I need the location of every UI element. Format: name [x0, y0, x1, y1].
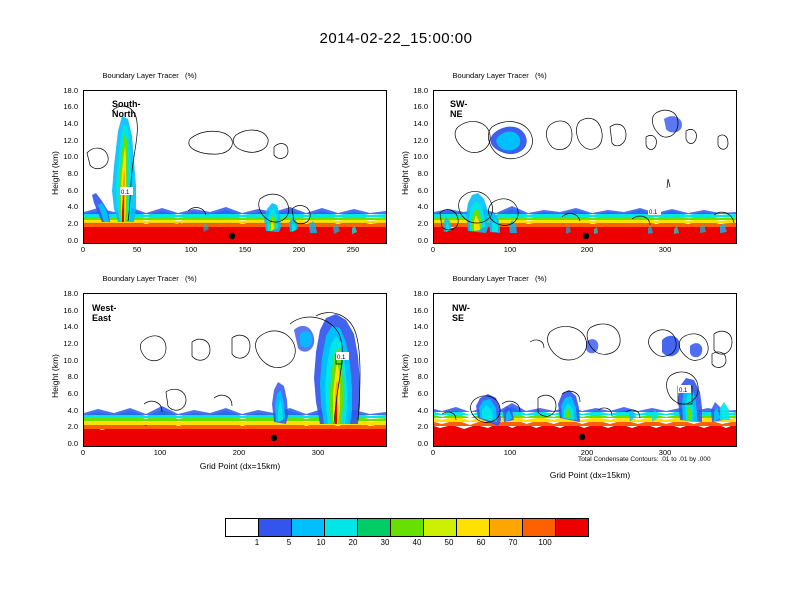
panel-label-3: West-East [92, 303, 117, 323]
plot-render-3 [84, 294, 386, 446]
x-tick-3-100: 100 [153, 448, 167, 457]
svg-text:0.1: 0.1 [337, 355, 346, 361]
y-tick-3-12: 12.0 [63, 339, 78, 348]
y-tick-4-14: 14.0 [413, 322, 428, 331]
colorbar-label-100: 100 [538, 538, 552, 547]
y-tick-1-14: 14.0 [63, 119, 78, 128]
y-tick-3-2: 2.0 [67, 422, 78, 431]
figure-title: 2014-02-22_15:00:00 [319, 30, 473, 47]
y-tick-1-16: 16.0 [63, 102, 78, 111]
x-tick-3-0: 0 [80, 448, 86, 457]
y-tick-4-6: 6.0 [417, 389, 428, 398]
svg-text:0.1: 0.1 [121, 190, 130, 196]
colorbar-swatch-9 [523, 519, 556, 536]
y-tick-2-10: 10.0 [413, 152, 428, 161]
x-tick-1-250: 250 [346, 245, 360, 254]
y-tick-3-0: 0.0 [67, 439, 78, 448]
svg-text:0.1: 0.1 [679, 388, 688, 394]
y-tick-1-0: 0.0 [67, 236, 78, 245]
x-tick-1-100: 100 [184, 245, 198, 254]
plot-area-3 [83, 293, 387, 447]
x-tick-4-300: 300 [658, 448, 672, 457]
y-tick-2-16: 16.0 [413, 102, 428, 111]
y-tick-2-0: 0.0 [417, 236, 428, 245]
y-tick-4-16: 16.0 [413, 306, 428, 315]
x-tick-2-100: 100 [503, 245, 517, 254]
colorbar-swatch-8 [490, 519, 523, 536]
y-tick-4-2: 2.0 [417, 422, 428, 431]
y-tick-2-8: 8.0 [417, 169, 428, 178]
x-tick-1-50: 50 [132, 245, 142, 254]
panel-label-2: SW-NE [450, 99, 468, 119]
y-tick-4-18: 18.0 [413, 289, 428, 298]
colorbar-swatch-1 [259, 519, 292, 536]
x-axis-label-3: Grid Point (dx=15km) [199, 461, 281, 471]
y-tick-4-10: 10.0 [413, 356, 428, 365]
colorbar-label-5: 5 [286, 538, 292, 547]
colorbar [225, 518, 589, 537]
colorbar-swatch-0 [226, 519, 259, 536]
x-tick-3-300: 300 [311, 448, 325, 457]
header-line-tracer-3: Boundary Layer Tracer (%) [102, 274, 197, 283]
plot-area-2 [433, 90, 737, 244]
plot-area-4 [433, 293, 737, 447]
y-axis-label-3: Height (km) [50, 354, 60, 398]
y-tick-2-6: 6.0 [417, 186, 428, 195]
x-tick-3-200: 200 [232, 448, 246, 457]
y-tick-2-14: 14.0 [413, 119, 428, 128]
colorbar-swatch-10 [556, 519, 588, 536]
y-tick-1-10: 10.0 [63, 152, 78, 161]
y-tick-3-8: 8.0 [67, 372, 78, 381]
x-tick-4-0: 0 [430, 448, 436, 457]
y-tick-1-8: 8.0 [67, 169, 78, 178]
plot-render-2 [434, 91, 736, 243]
y-axis-label-2: Height (km) [400, 151, 410, 195]
colorbar-swatch-3 [325, 519, 358, 536]
header-line-tracer: Boundary Layer Tracer (%) [102, 71, 197, 80]
x-tick-4-200: 200 [580, 448, 594, 457]
y-tick-1-12: 12.0 [63, 136, 78, 145]
colorbar-swatch-2 [292, 519, 325, 536]
colorbar-label-60: 60 [476, 538, 486, 547]
colorbar-swatch-5 [391, 519, 424, 536]
colorbar-label-20: 20 [348, 538, 358, 547]
y-tick-1-4: 4.0 [67, 202, 78, 211]
y-tick-3-4: 4.0 [67, 406, 78, 415]
x-tick-2-300: 300 [658, 245, 672, 254]
y-tick-3-18: 18.0 [63, 289, 78, 298]
colorbar-swatch-6 [424, 519, 457, 536]
y-tick-2-12: 12.0 [413, 136, 428, 145]
x-tick-1-150: 150 [238, 245, 252, 254]
colorbar-label-40: 40 [412, 538, 422, 547]
y-tick-1-6: 6.0 [67, 186, 78, 195]
header-line-tracer-4: Boundary Layer Tracer (%) [452, 274, 547, 283]
panel-label-1: South-North [112, 99, 141, 119]
y-tick-1-18: 18.0 [63, 86, 78, 95]
colorbar-swatch-4 [358, 519, 391, 536]
colorbar-swatch-7 [457, 519, 490, 536]
panel-label-4: NW-SE [452, 303, 470, 323]
x-tick-2-0: 0 [430, 245, 436, 254]
contour-note: Total Condensate Contours: .01 to .01 by .000 [578, 456, 711, 463]
y-tick-4-12: 12.0 [413, 339, 428, 348]
x-tick-1-0: 0 [80, 245, 86, 254]
colorbar-label-1: 1 [254, 538, 260, 547]
y-axis-label-4: Height (km) [400, 354, 410, 398]
y-tick-3-10: 10.0 [63, 356, 78, 365]
y-tick-3-16: 16.0 [63, 306, 78, 315]
y-tick-1-2: 2.0 [67, 219, 78, 228]
y-axis-label-1: Height (km) [50, 151, 60, 195]
y-tick-2-18: 18.0 [413, 86, 428, 95]
colorbar-label-50: 50 [444, 538, 454, 547]
y-tick-4-0: 0.0 [417, 439, 428, 448]
y-tick-4-4: 4.0 [417, 406, 428, 415]
colorbar-label-70: 70 [508, 538, 518, 547]
x-tick-1-200: 200 [292, 245, 306, 254]
plot-render-4 [434, 294, 736, 446]
header-line-tracer-2: Boundary Layer Tracer (%) [452, 71, 547, 80]
y-tick-3-6: 6.0 [67, 389, 78, 398]
y-tick-2-2: 2.0 [417, 219, 428, 228]
x-tick-4-100: 100 [503, 448, 517, 457]
colorbar-label-10: 10 [316, 538, 326, 547]
x-axis-label-4: Grid Point (dx=15km) [549, 470, 631, 480]
colorbar-label-30: 30 [380, 538, 390, 547]
x-tick-2-200: 200 [580, 245, 594, 254]
y-tick-2-4: 4.0 [417, 202, 428, 211]
svg-text:0.1: 0.1 [649, 210, 658, 216]
y-tick-4-8: 8.0 [417, 372, 428, 381]
y-tick-3-14: 14.0 [63, 322, 78, 331]
